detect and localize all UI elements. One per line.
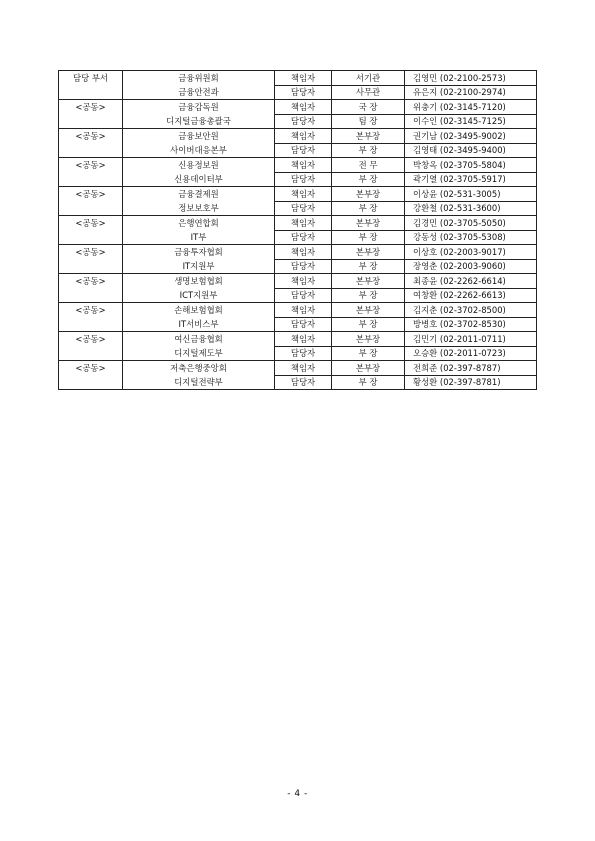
contact-cell: 전희준 (02-397-8787): [405, 361, 537, 376]
department-cell: <공동>: [59, 129, 123, 144]
department-cell: [59, 172, 123, 187]
role-cell: 책임자: [275, 158, 332, 173]
position-title-cell: 부 장: [332, 201, 405, 216]
department-cell: [59, 288, 123, 303]
role-cell: 책임자: [275, 216, 332, 231]
position-title-cell: 부 장: [332, 375, 405, 390]
table-row: [59, 245, 537, 260]
table-row: [59, 361, 537, 376]
role-cell: 책임자: [275, 274, 332, 289]
contact-cell: 이상윤 (02-531-3005): [405, 187, 537, 202]
organization-cell: 디지털제도부: [123, 346, 275, 361]
table-row: [59, 143, 537, 158]
position-title-cell: 본부장: [332, 187, 405, 202]
table-row: [59, 201, 537, 216]
role-cell: 담당자: [275, 259, 332, 274]
organization-cell: 정보보호부: [123, 201, 275, 216]
table-row: [59, 129, 537, 144]
position-title-cell: 본부장: [332, 245, 405, 260]
contact-cell: 황성환 (02-397-8781): [405, 375, 537, 390]
table-row: [59, 216, 537, 231]
organization-cell: 디지털금융총괄국: [123, 114, 275, 129]
position-title-cell: 부 장: [332, 230, 405, 245]
position-title-cell: 부 장: [332, 317, 405, 332]
organization-cell: 금융보안원: [123, 129, 275, 144]
department-cell: <공동>: [59, 187, 123, 202]
role-cell: 책임자: [275, 245, 332, 260]
position-title-cell: 본부장: [332, 129, 405, 144]
contact-cell: 위충기 (02-3145-7120): [405, 100, 537, 115]
table-row: [59, 274, 537, 289]
contact-table: [58, 70, 537, 390]
table-row: [59, 288, 537, 303]
position-title-cell: 부 장: [332, 259, 405, 274]
table-row: [59, 230, 537, 245]
department-cell: [59, 259, 123, 274]
position-title-cell: 본부장: [332, 303, 405, 318]
contact-cell: 이상호 (02-2003-9017): [405, 245, 537, 260]
department-cell: [59, 114, 123, 129]
position-title-cell: 사무관: [332, 85, 405, 100]
contact-cell: 여창환 (02-2262-6613): [405, 288, 537, 303]
contact-cell: 권기남 (02-3495-9002): [405, 129, 537, 144]
organization-cell: 저축은행중앙회: [123, 361, 275, 376]
role-cell: 담당자: [275, 375, 332, 390]
table-row: [59, 158, 537, 173]
department-cell: <공동>: [59, 303, 123, 318]
position-title-cell: 팀 장: [332, 114, 405, 129]
role-cell: 책임자: [275, 71, 332, 86]
organization-cell: 손해보험협회: [123, 303, 275, 318]
department-cell: <공동>: [59, 274, 123, 289]
table-row: [59, 85, 537, 100]
table-row: [59, 346, 537, 361]
position-title-cell: 부 장: [332, 172, 405, 187]
department-cell: <공동>: [59, 158, 123, 173]
position-title-cell: 본부장: [332, 216, 405, 231]
role-cell: 담당자: [275, 172, 332, 187]
organization-cell: 사이버대응본부: [123, 143, 275, 158]
organization-cell: 금융투자협회: [123, 245, 275, 260]
organization-cell: 금융결제원: [123, 187, 275, 202]
department-cell: [59, 143, 123, 158]
department-cell: <공동>: [59, 216, 123, 231]
contact-cell: 김경민 (02-3705-5050): [405, 216, 537, 231]
contact-cell: 오승환 (02-2011-0723): [405, 346, 537, 361]
department-cell: <공동>: [59, 332, 123, 347]
organization-cell: 여신금융협회: [123, 332, 275, 347]
contact-cell: 박창옥 (02-3705-5804): [405, 158, 537, 173]
page-number: - 4 -: [287, 789, 308, 799]
organization-cell: IT부: [123, 230, 275, 245]
position-title-cell: 본부장: [332, 361, 405, 376]
department-cell: [59, 317, 123, 332]
role-cell: 담당자: [275, 288, 332, 303]
position-title-cell: 본부장: [332, 274, 405, 289]
table-row: [59, 332, 537, 347]
role-cell: 담당자: [275, 201, 332, 216]
contact-cell: 최종윤 (02-2262-6614): [405, 274, 537, 289]
table-row: [59, 114, 537, 129]
position-title-cell: 전 무: [332, 158, 405, 173]
table-row: [59, 375, 537, 390]
organization-cell: 금융감독원: [123, 100, 275, 115]
organization-cell: 신용데이터부: [123, 172, 275, 187]
role-cell: 담당자: [275, 230, 332, 245]
department-cell: 담당 부서: [59, 71, 123, 86]
position-title-cell: 부 장: [332, 288, 405, 303]
organization-cell: IT서비스부: [123, 317, 275, 332]
role-cell: 담당자: [275, 317, 332, 332]
organization-cell: ICT지원부: [123, 288, 275, 303]
organization-cell: 생명보험협회: [123, 274, 275, 289]
role-cell: 책임자: [275, 303, 332, 318]
table-row: [59, 259, 537, 274]
position-title-cell: 본부장: [332, 332, 405, 347]
table-row: [59, 317, 537, 332]
contact-cell: 장영춘 (02-2003-9060): [405, 259, 537, 274]
table-row: [59, 172, 537, 187]
role-cell: 책임자: [275, 100, 332, 115]
table-row: [59, 187, 537, 202]
contact-cell: 강환철 (02-531-3600): [405, 201, 537, 216]
organization-cell: 금융위원회: [123, 71, 275, 86]
contact-cell: 김지춘 (02-3702-8500): [405, 303, 537, 318]
organization-cell: IT지원부: [123, 259, 275, 274]
contact-cell: 강동성 (02-3705-5308): [405, 230, 537, 245]
department-cell: [59, 346, 123, 361]
contact-cell: 김영태 (02-3495-9400): [405, 143, 537, 158]
department-cell: <공동>: [59, 245, 123, 260]
contact-cell: 이수인 (02-3145-7125): [405, 114, 537, 129]
contact-cell: 김영민 (02-2100-2573): [405, 71, 537, 86]
position-title-cell: 서기관: [332, 71, 405, 86]
contact-cell: 곽기열 (02-3705-5917): [405, 172, 537, 187]
role-cell: 책임자: [275, 361, 332, 376]
contact-table-body: [59, 71, 537, 390]
department-cell: [59, 201, 123, 216]
contact-cell: 김민기 (02-2011-0711): [405, 332, 537, 347]
department-cell: [59, 375, 123, 390]
department-cell: [59, 85, 123, 100]
department-cell: <공동>: [59, 361, 123, 376]
role-cell: 책임자: [275, 332, 332, 347]
role-cell: 책임자: [275, 187, 332, 202]
role-cell: 담당자: [275, 85, 332, 100]
position-title-cell: 부 장: [332, 346, 405, 361]
department-cell: <공동>: [59, 100, 123, 115]
role-cell: 담당자: [275, 346, 332, 361]
table-row: [59, 303, 537, 318]
role-cell: 담당자: [275, 143, 332, 158]
position-title-cell: 국 장: [332, 100, 405, 115]
position-title-cell: 부 장: [332, 143, 405, 158]
organization-cell: 금융안전과: [123, 85, 275, 100]
organization-cell: 디지털전략부: [123, 375, 275, 390]
contact-cell: 유은지 (02-2100-2974): [405, 85, 537, 100]
contact-cell: 방병호 (02-3702-8530): [405, 317, 537, 332]
table-row: [59, 71, 537, 86]
department-cell: [59, 230, 123, 245]
role-cell: 담당자: [275, 114, 332, 129]
role-cell: 책임자: [275, 129, 332, 144]
organization-cell: 신용정보원: [123, 158, 275, 173]
organization-cell: 은행연합회: [123, 216, 275, 231]
table-row: [59, 100, 537, 115]
